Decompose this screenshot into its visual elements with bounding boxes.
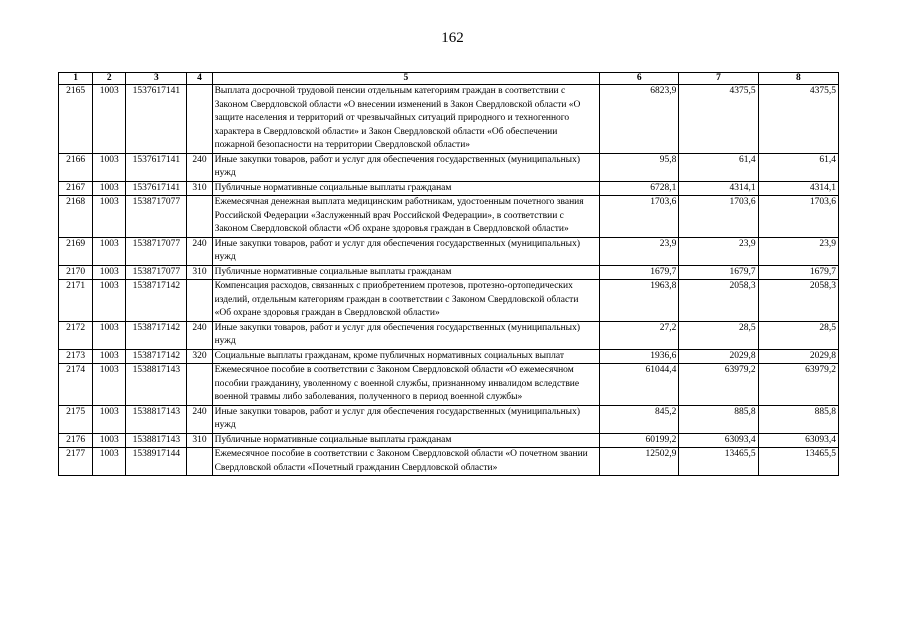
budget-table bbox=[58, 72, 839, 476]
table-row bbox=[59, 280, 839, 322]
expense-type-code: 310 bbox=[187, 265, 212, 280]
amount-col-8: 4314,1 bbox=[758, 181, 838, 196]
expense-name: Выплата досрочной трудовой пенсии отдельным категориям граждан в соответствии с Законом Свердловской области «О внесении изменений в Закон Свердловской области «О защите населения и территорий от чрезвычайных ситуаций природного и техногенного характера в Свердловской области» и Закон Свердловской области «Об обеспечении пожарной безопасности на территории Свердловской области» bbox=[212, 85, 599, 154]
table-row bbox=[59, 349, 839, 364]
row-number: 2173 bbox=[59, 349, 93, 364]
expense-type-code bbox=[187, 364, 212, 406]
row-number: 2170 bbox=[59, 265, 93, 280]
expense-type-code: 240 bbox=[187, 237, 212, 265]
amount-col-6: 60199,2 bbox=[600, 433, 679, 448]
table-row bbox=[59, 433, 839, 448]
section-code: 1003 bbox=[93, 321, 126, 349]
amount-col-7: 23,9 bbox=[679, 237, 758, 265]
row-number: 2175 bbox=[59, 405, 93, 433]
amount-col-8: 2029,8 bbox=[758, 349, 838, 364]
expense-type-code: 240 bbox=[187, 321, 212, 349]
section-code: 1003 bbox=[93, 85, 126, 154]
column-header-3: 3 bbox=[126, 73, 187, 85]
target-article-code: 1538817143 bbox=[126, 364, 187, 406]
expense-type-code: 240 bbox=[187, 405, 212, 433]
section-code: 1003 bbox=[93, 196, 126, 238]
target-article-code: 1537617141 bbox=[126, 181, 187, 196]
amount-col-7: 13465,5 bbox=[679, 448, 758, 476]
column-header-2: 2 bbox=[93, 73, 126, 85]
expense-name: Ежемесячное пособие в соответствии с Законом Свердловской области «О почетном звании Свердловской области «Почетный гражданин Свердловской области» bbox=[212, 448, 599, 476]
section-code: 1003 bbox=[93, 265, 126, 280]
amount-col-8: 61,4 bbox=[758, 153, 838, 181]
amount-col-8: 13465,5 bbox=[758, 448, 838, 476]
amount-col-6: 61044,4 bbox=[600, 364, 679, 406]
target-article-code: 1538817143 bbox=[126, 405, 187, 433]
target-article-code: 1538717142 bbox=[126, 280, 187, 322]
row-number: 2174 bbox=[59, 364, 93, 406]
amount-col-6: 6823,9 bbox=[600, 85, 679, 154]
column-header-1: 1 bbox=[59, 73, 93, 85]
row-number: 2171 bbox=[59, 280, 93, 322]
amount-col-8: 4375,5 bbox=[758, 85, 838, 154]
section-code: 1003 bbox=[93, 433, 126, 448]
target-article-code: 1538717142 bbox=[126, 321, 187, 349]
amount-col-7: 63979,2 bbox=[679, 364, 758, 406]
amount-col-7: 63093,4 bbox=[679, 433, 758, 448]
expense-name: Ежемесячное пособие в соответствии с Законом Свердловской области «О ежемесячном пособии гражданину, уволенному с военной службы, признанному инвалидом вследствие военной травмы либо заболевания, полученного в период военной службы» bbox=[212, 364, 599, 406]
expense-type-code: 320 bbox=[187, 349, 212, 364]
expense-name: Иные закупки товаров, работ и услуг для обеспечения государственных (муниципальных) нужд bbox=[212, 153, 599, 181]
amount-col-8: 885,8 bbox=[758, 405, 838, 433]
amount-col-8: 63093,4 bbox=[758, 433, 838, 448]
target-article-code: 1538717077 bbox=[126, 196, 187, 238]
amount-col-7: 28,5 bbox=[679, 321, 758, 349]
row-number: 2166 bbox=[59, 153, 93, 181]
header-row bbox=[59, 73, 839, 85]
target-article-code: 1538717077 bbox=[126, 265, 187, 280]
expense-type-code bbox=[187, 280, 212, 322]
expense-name: Иные закупки товаров, работ и услуг для обеспечения государственных (муниципальных) нужд bbox=[212, 321, 599, 349]
table-row bbox=[59, 405, 839, 433]
table-row bbox=[59, 196, 839, 238]
page-number: 162 bbox=[441, 30, 464, 46]
section-code: 1003 bbox=[93, 364, 126, 406]
section-code: 1003 bbox=[93, 153, 126, 181]
amount-col-7: 885,8 bbox=[679, 405, 758, 433]
target-article-code: 1538917144 bbox=[126, 448, 187, 476]
table-row bbox=[59, 448, 839, 476]
row-number: 2167 bbox=[59, 181, 93, 196]
expense-name: Публичные нормативные социальные выплаты гражданам bbox=[212, 181, 599, 196]
expense-name: Компенсация расходов, связанных с приобретением протезов, протезно-ортопедических изделий, отдельным категориям граждан в соответствии с Законом Свердловской области «Об охране здоровья граждан в Свердловской области» bbox=[212, 280, 599, 322]
section-code: 1003 bbox=[93, 237, 126, 265]
amount-col-8: 1679,7 bbox=[758, 265, 838, 280]
table-row bbox=[59, 321, 839, 349]
column-header-8: 8 bbox=[758, 73, 838, 85]
row-number: 2176 bbox=[59, 433, 93, 448]
amount-col-6: 845,2 bbox=[600, 405, 679, 433]
section-code: 1003 bbox=[93, 448, 126, 476]
amount-col-8: 1703,6 bbox=[758, 196, 838, 238]
column-header-5: 5 bbox=[212, 73, 599, 85]
amount-col-6: 1963,8 bbox=[600, 280, 679, 322]
expense-name: Иные закупки товаров, работ и услуг для обеспечения государственных (муниципальных) нужд bbox=[212, 237, 599, 265]
target-article-code: 1538717077 bbox=[126, 237, 187, 265]
target-article-code: 1537617141 bbox=[126, 85, 187, 154]
amount-col-6: 27,2 bbox=[600, 321, 679, 349]
amount-col-8: 63979,2 bbox=[758, 364, 838, 406]
amount-col-6: 1936,6 bbox=[600, 349, 679, 364]
expense-name: Ежемесячная денежная выплата медицинским работникам, удостоенным почетного звания Российской Федерации «Заслуженный врач Российской Федерации», в соответствии с Законом Свердловской области «Об охране здоровья граждан в Свердловской области» bbox=[212, 196, 599, 238]
row-number: 2168 bbox=[59, 196, 93, 238]
expense-name: Иные закупки товаров, работ и услуг для обеспечения государственных (муниципальных) нужд bbox=[212, 405, 599, 433]
amount-col-8: 28,5 bbox=[758, 321, 838, 349]
amount-col-7: 2058,3 bbox=[679, 280, 758, 322]
amount-col-6: 23,9 bbox=[600, 237, 679, 265]
section-code: 1003 bbox=[93, 280, 126, 322]
column-header-7: 7 bbox=[679, 73, 758, 85]
row-number: 2165 bbox=[59, 85, 93, 154]
row-number: 2177 bbox=[59, 448, 93, 476]
target-article-code: 1538817143 bbox=[126, 433, 187, 448]
section-code: 1003 bbox=[93, 349, 126, 364]
amount-col-7: 4314,1 bbox=[679, 181, 758, 196]
row-number: 2169 bbox=[59, 237, 93, 265]
column-header-6: 6 bbox=[600, 73, 679, 85]
target-article-code: 1538717142 bbox=[126, 349, 187, 364]
amount-col-6: 6728,1 bbox=[600, 181, 679, 196]
expense-type-code bbox=[187, 196, 212, 238]
expense-type-code bbox=[187, 85, 212, 154]
expense-type-code: 310 bbox=[187, 181, 212, 196]
table-row bbox=[59, 364, 839, 406]
section-code: 1003 bbox=[93, 405, 126, 433]
section-code: 1003 bbox=[93, 181, 126, 196]
amount-col-8: 2058,3 bbox=[758, 280, 838, 322]
amount-col-7: 1679,7 bbox=[679, 265, 758, 280]
table-row bbox=[59, 237, 839, 265]
expense-name: Публичные нормативные социальные выплаты гражданам bbox=[212, 265, 599, 280]
expense-type-code bbox=[187, 448, 212, 476]
amount-col-6: 1703,6 bbox=[600, 196, 679, 238]
expense-type-code: 240 bbox=[187, 153, 212, 181]
amount-col-8: 23,9 bbox=[758, 237, 838, 265]
column-header-4: 4 bbox=[187, 73, 212, 85]
amount-col-7: 2029,8 bbox=[679, 349, 758, 364]
table-row bbox=[59, 153, 839, 181]
table-row bbox=[59, 181, 839, 196]
expense-name: Социальные выплаты гражданам, кроме публичных нормативных социальных выплат bbox=[212, 349, 599, 364]
amount-col-6: 1679,7 bbox=[600, 265, 679, 280]
amount-col-7: 61,4 bbox=[679, 153, 758, 181]
amount-col-6: 12502,9 bbox=[600, 448, 679, 476]
amount-col-7: 1703,6 bbox=[679, 196, 758, 238]
table-row bbox=[59, 85, 839, 154]
row-number: 2172 bbox=[59, 321, 93, 349]
expense-type-code: 310 bbox=[187, 433, 212, 448]
table-row bbox=[59, 265, 839, 280]
amount-col-6: 95,8 bbox=[600, 153, 679, 181]
expense-name: Публичные нормативные социальные выплаты гражданам bbox=[212, 433, 599, 448]
target-article-code: 1537617141 bbox=[126, 153, 187, 181]
amount-col-7: 4375,5 bbox=[679, 85, 758, 154]
